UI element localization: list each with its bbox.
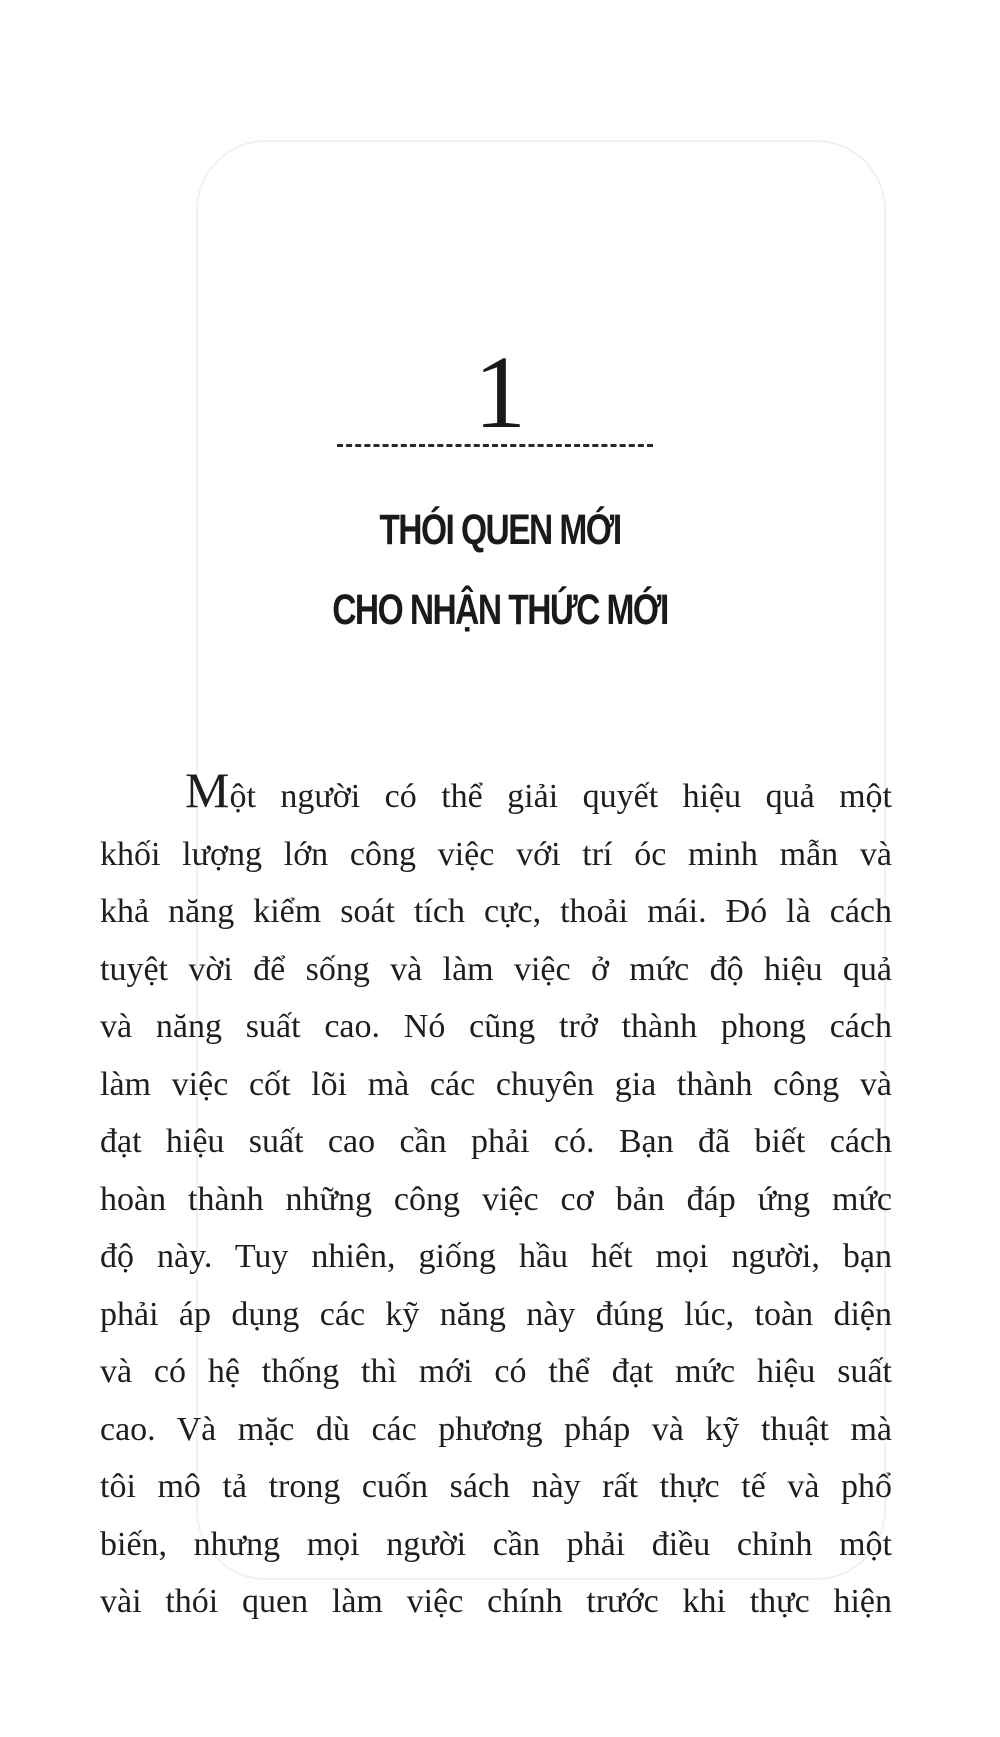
chapter-title-line-1: THÓI QUEN MỚI [379, 506, 621, 554]
paragraph-line-8: hoàn thành những công việc cơ bản đáp ứng mức [100, 1180, 892, 1218]
chapter-title-line-2: CHO NHẬN THỨC MỚI [332, 586, 668, 634]
paragraph-line-2: khối lượng lớn công việc với trí óc minh mẫn và [100, 835, 892, 873]
paragraph-line-14: biến, nhưng mọi người cần phải điều chỉnh một [100, 1525, 892, 1563]
paragraph-line-10: phải áp dụng các kỹ năng này đúng lúc, toàn diện [100, 1295, 892, 1333]
paragraph-line-9: độ này. Tuy nhiên, giống hầu hết mọi người, bạn [100, 1238, 892, 1275]
paragraph-line-3: khả năng kiểm soát tích cực, thoải mái. Đó là cách [100, 893, 892, 930]
chapter-number: 1 [474, 335, 526, 450]
paragraph-line-1 [100, 762, 892, 826]
paragraph-line-4: tuyệt vời để sống và làm việc ở mức độ hiệu quả [100, 950, 892, 988]
paragraph-line-1-text: ột người có thể giải quyết hiệu quả một [229, 778, 892, 815]
paragraph-line-5: và năng suất cao. Nó cũng trở thành phong cách [100, 1008, 892, 1045]
paragraph-line-7: đạt hiệu suất cao cần phải có. Bạn đã biết cách [100, 1123, 892, 1160]
drop-cap-letter: M [185, 762, 230, 818]
paragraph-line-11: và có hệ thống thì mới có thể đạt mức hiệu suất [100, 1353, 892, 1390]
body-paragraph [100, 762, 892, 1631]
paragraph-line-15: vài thói quen làm việc chính trước khi thực hiện [100, 1583, 892, 1620]
paragraph-line-13: tôi mô tả trong cuốn sách này rất thực tế và phổ [100, 1468, 892, 1505]
chapter-divider [337, 444, 653, 447]
paragraph-line-6: làm việc cốt lõi mà các chuyên gia thành công và [100, 1065, 892, 1103]
chapter-title [110, 490, 890, 650]
paragraph-line-12: cao. Và mặc dù các phương pháp và kỹ thuật mà [100, 1410, 892, 1448]
